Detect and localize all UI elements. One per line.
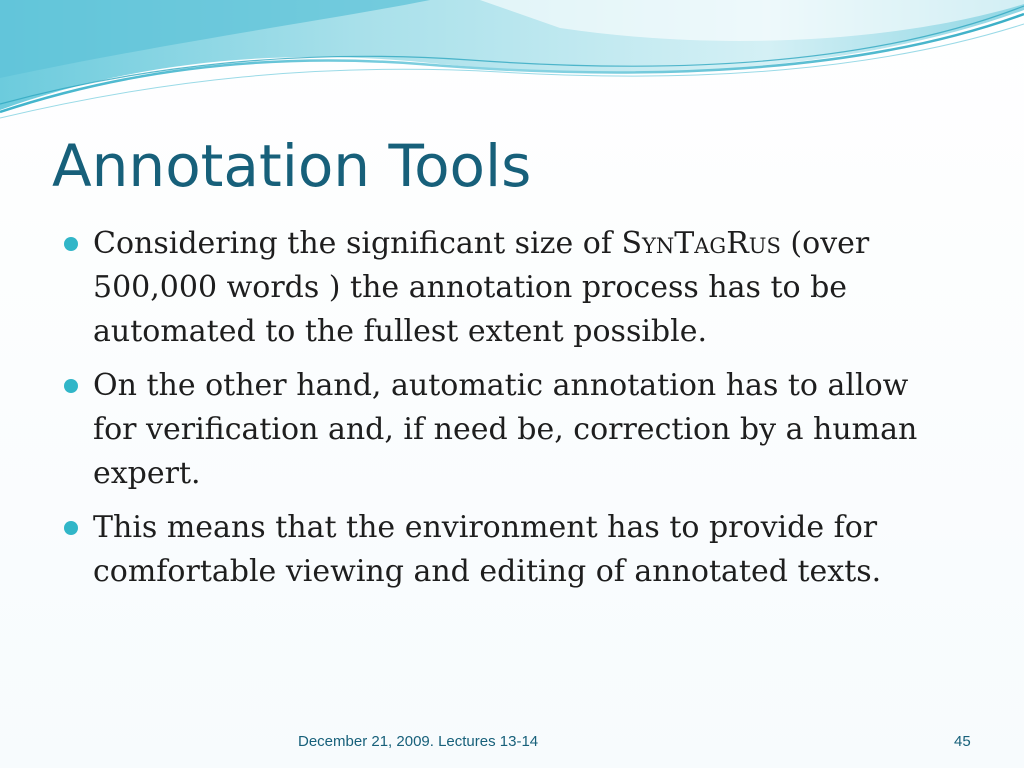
slide-title: Annotation Tools bbox=[52, 132, 532, 200]
bullet-dot-icon bbox=[64, 237, 78, 251]
bullet-list bbox=[60, 222, 960, 604]
page-number: 45 bbox=[954, 733, 971, 750]
bullet-text: This means that the environment has to provide for comfortable viewing and editing of annotated texts. bbox=[93, 510, 882, 589]
bullet-dot-icon bbox=[64, 379, 78, 393]
bullet-text: On the other hand, automatic annotation has to allow for verification and, if need be, correction by a human expert. bbox=[93, 368, 918, 491]
bullet-text-end: (over 500,000 words ) the annotation process has to be automated to the fullest extent possible. bbox=[93, 226, 870, 349]
corpus-name: SynTagRus bbox=[621, 226, 781, 261]
bullet-text-start: Considering the significant size of bbox=[93, 226, 622, 261]
header-wave-decoration bbox=[0, 0, 1024, 130]
bullet-dot-icon bbox=[64, 521, 78, 535]
bullet-item bbox=[60, 364, 960, 496]
footer-date: December 21, 2009. Lectures 13-14 bbox=[298, 733, 539, 750]
bullet-item bbox=[60, 222, 960, 354]
bullet-item bbox=[60, 506, 960, 594]
